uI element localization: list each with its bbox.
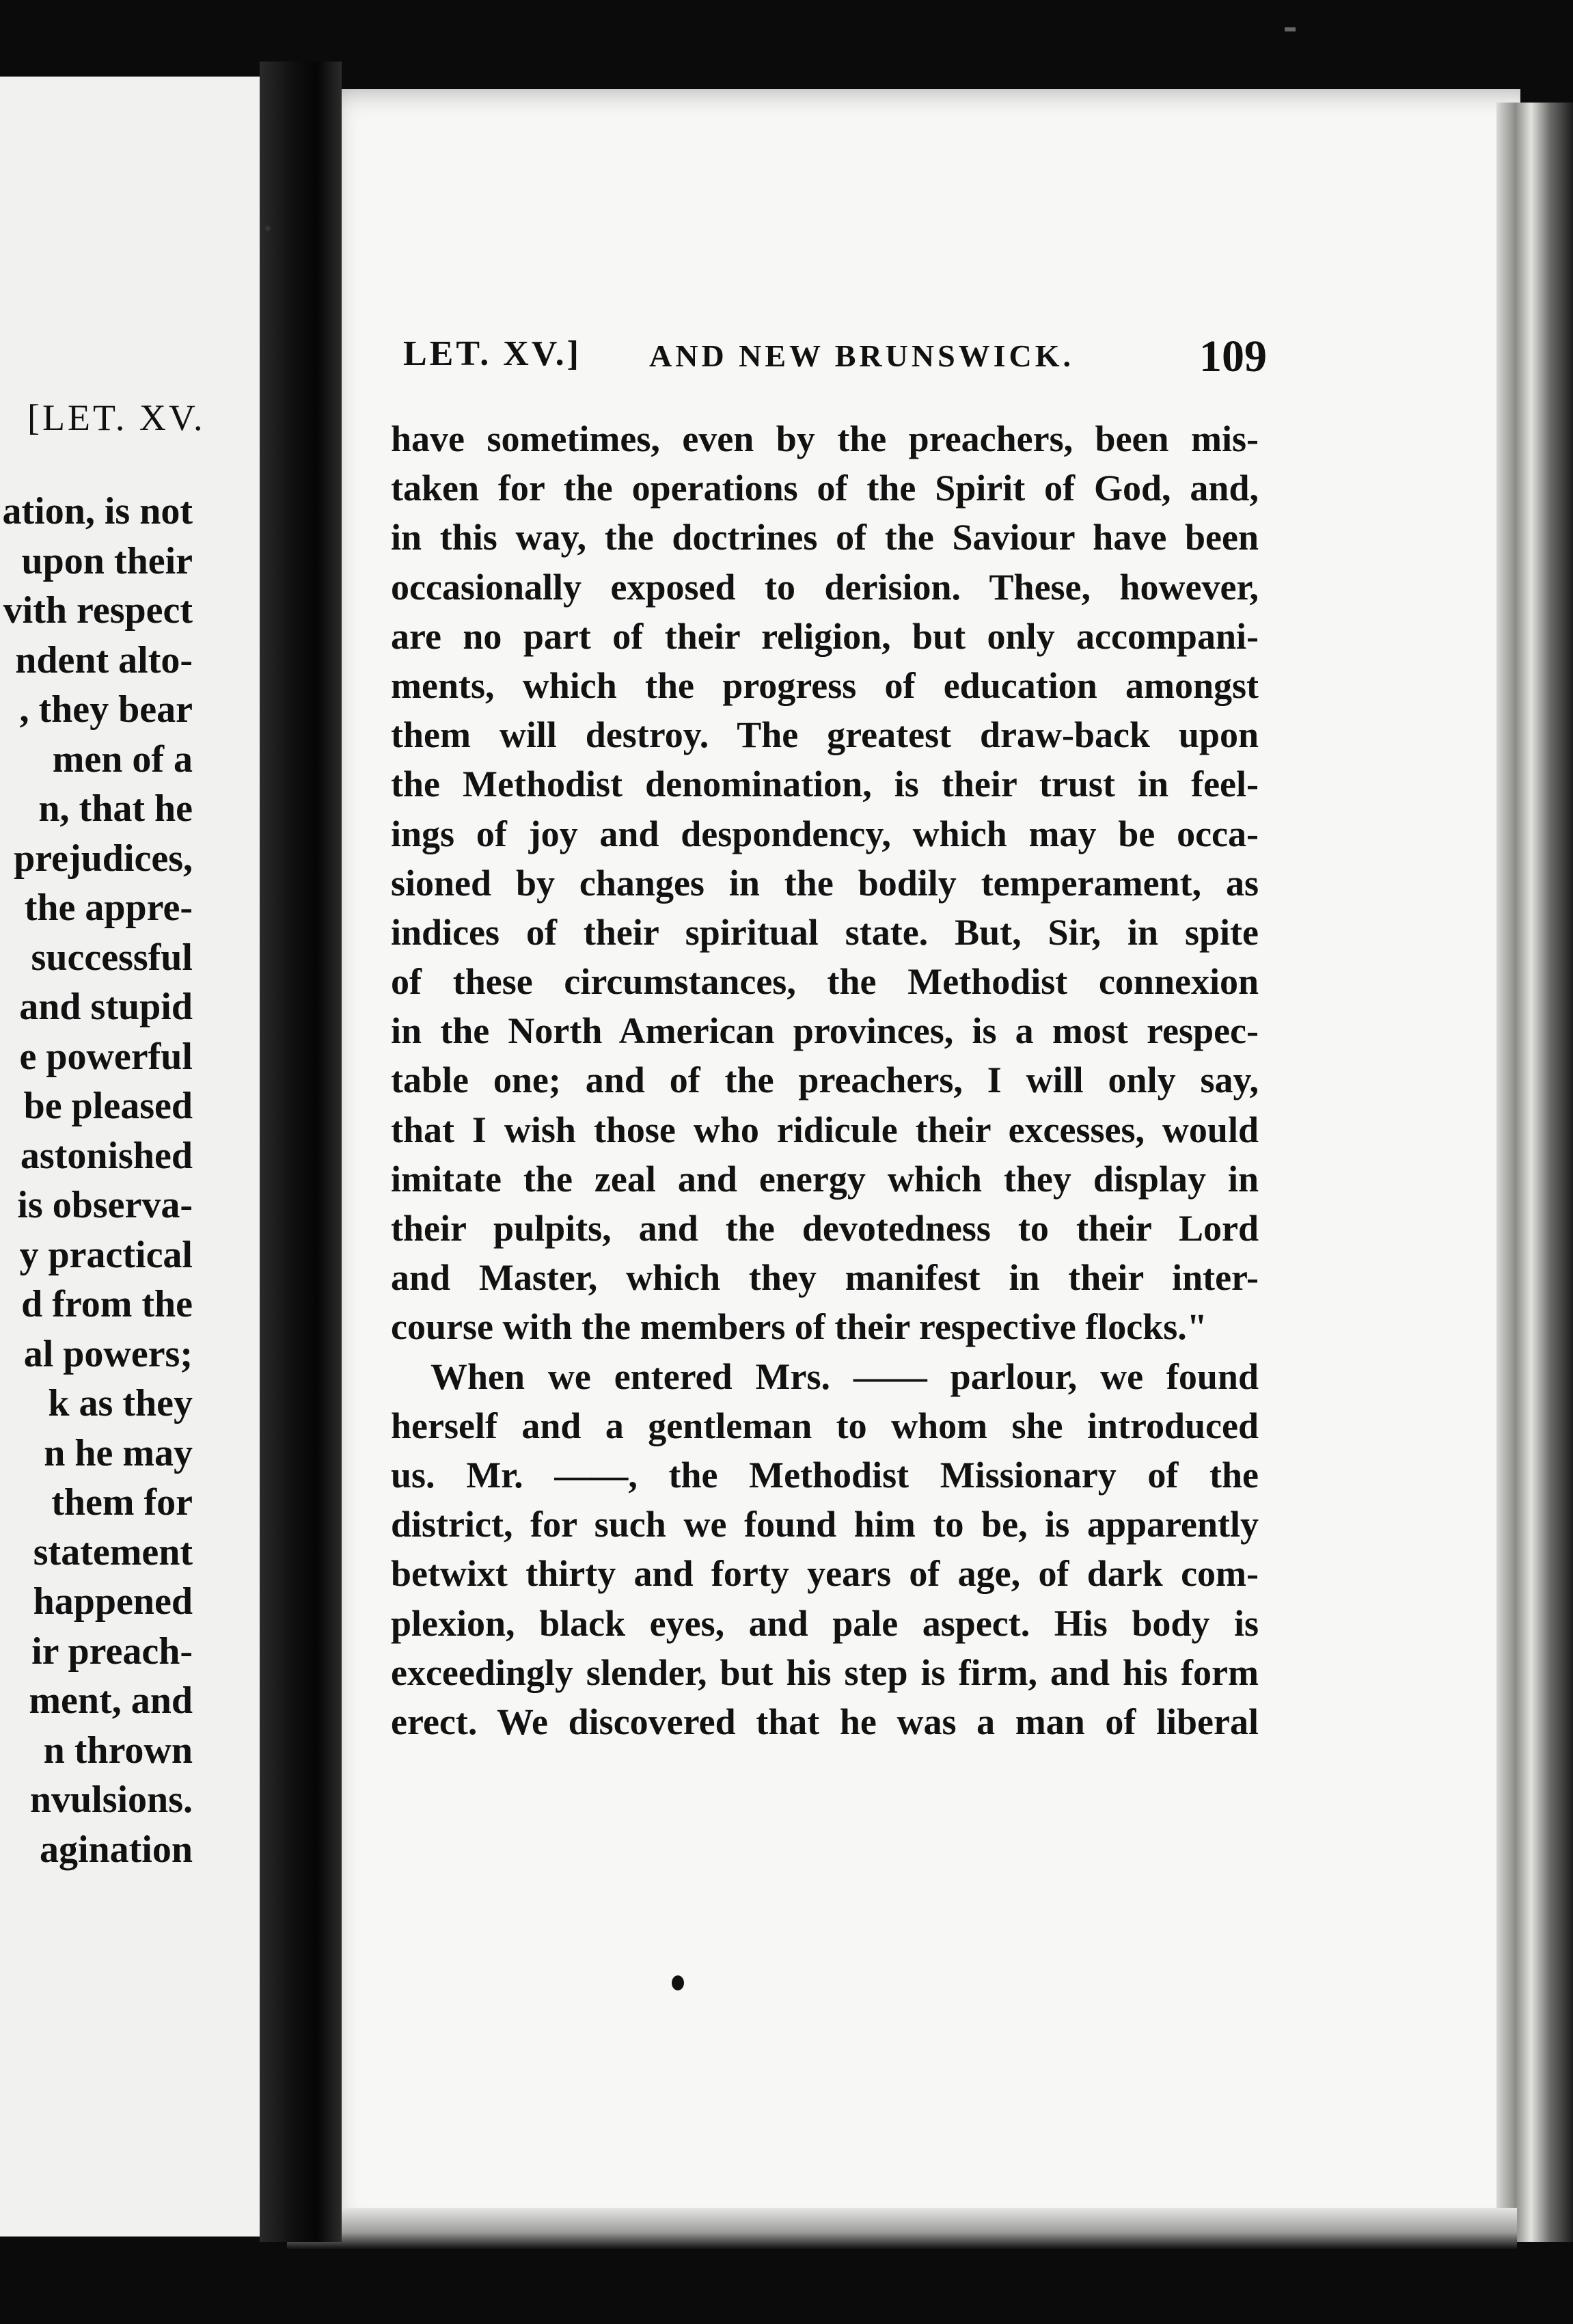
text-line: erect. We discovered that he was a man of liberal — [391, 1701, 1259, 1742]
text-line: taken for the operations of the Spirit of God, and, — [391, 468, 1259, 509]
text-line: is observa- — [17, 1184, 193, 1226]
text-line: n he may — [44, 1431, 193, 1474]
text-line: us. Mr. ——, the Methodist Missionary of the — [391, 1454, 1259, 1496]
text-line: in the North American provinces, is a most respec- — [391, 1010, 1259, 1052]
text-line: sioned by changes in the bodily temperament, as — [391, 862, 1259, 904]
text-line: of these circumstances, the Methodist connexion — [391, 961, 1259, 1003]
text-line: vith respect — [3, 589, 193, 632]
text-line: the appre- — [24, 887, 193, 929]
text-line: imitate the zeal and energy which they display in — [391, 1158, 1259, 1200]
running-header-letter: LET. XV.] — [403, 334, 582, 373]
text-line: ments, which the progress of education amongst — [391, 664, 1259, 706]
text-line: district, for such we found him to be, is apparently — [391, 1504, 1259, 1545]
text-line: be pleased — [23, 1085, 193, 1127]
running-header-title: AND NEW BRUNSWICK. — [649, 338, 1075, 373]
text-line: ation, is not — [2, 490, 193, 532]
text-line: indices of their spiritual state. But, Sir, in spite — [391, 911, 1259, 953]
text-line: them for — [51, 1481, 193, 1524]
text-line: successful — [31, 936, 193, 979]
text-line: table one; and of the preachers, I will only say, — [391, 1059, 1259, 1101]
text-line: them will destroy. The greatest draw-back upon — [391, 714, 1259, 756]
text-line: upon their — [21, 539, 193, 582]
text-line: exceedingly slender, but his step is firm, and his form — [391, 1651, 1259, 1693]
text-line: nvulsions. — [29, 1779, 193, 1821]
book-spine — [260, 62, 342, 2242]
text-line: the Methodist denomination, is their trust in feel- — [391, 764, 1259, 805]
text-line: ings of joy and despondency, which may be occa- — [391, 813, 1259, 854]
text-line: that I wish those who ridicule their excesses, would — [391, 1109, 1259, 1150]
page-edge — [1496, 103, 1573, 2242]
text-line: ndent alto- — [15, 638, 193, 681]
text-line: occasionally exposed to derision. These, however, — [391, 566, 1259, 608]
text-line: and Master, which they manifest in their inter- — [391, 1257, 1259, 1299]
body-text — [391, 414, 1259, 1746]
text-line: are no part of their religion, but only accompani- — [391, 615, 1259, 657]
text-line: men of a — [52, 738, 193, 781]
text-line: happened — [33, 1580, 193, 1623]
text-line: d from the — [21, 1283, 193, 1325]
text-line: statement — [33, 1530, 193, 1573]
text-line: and stupid — [19, 986, 193, 1028]
text-line: their pulpits, and the devotedness to their Lord — [391, 1208, 1259, 1249]
text-line: , they bear — [19, 688, 193, 731]
ink-speck — [265, 226, 271, 231]
text-line: n thrown — [43, 1729, 193, 1772]
text-line: al powers; — [23, 1332, 193, 1375]
text-line: ir preach- — [31, 1630, 193, 1673]
text-line: prejudices, — [14, 837, 193, 880]
text-line: plexion, black eyes, and pale aspect. His body is — [391, 1602, 1259, 1644]
text-line: e powerful — [19, 1035, 193, 1078]
ink-speck — [1285, 27, 1296, 31]
left-page-text — [0, 487, 193, 1874]
text-line: have sometimes, even by the preachers, been mis- — [391, 418, 1259, 459]
bottom-page-edge — [287, 2208, 1517, 2249]
page-number: 109 — [1199, 332, 1267, 381]
text-line: agination — [39, 1828, 193, 1871]
text-line: n, that he — [38, 787, 193, 830]
text-line: in this way, the doctrines of the Saviour have been — [391, 517, 1259, 558]
left-running-header: [LET. XV. — [27, 397, 206, 438]
ink-dot — [672, 1975, 684, 1990]
text-line: y practical — [19, 1233, 193, 1276]
text-line: course with the members of their respective flocks." — [391, 1306, 1207, 1348]
text-line: When we entered Mrs. —— parlour, we found — [430, 1355, 1259, 1397]
text-line: k as they — [48, 1382, 193, 1424]
text-line: herself and a gentleman to whom she introduced — [391, 1405, 1259, 1446]
text-line: astonished — [20, 1134, 193, 1177]
text-line: betwixt thirty and forty years of age, of dark com- — [391, 1553, 1259, 1595]
text-line: ment, and — [29, 1679, 193, 1722]
